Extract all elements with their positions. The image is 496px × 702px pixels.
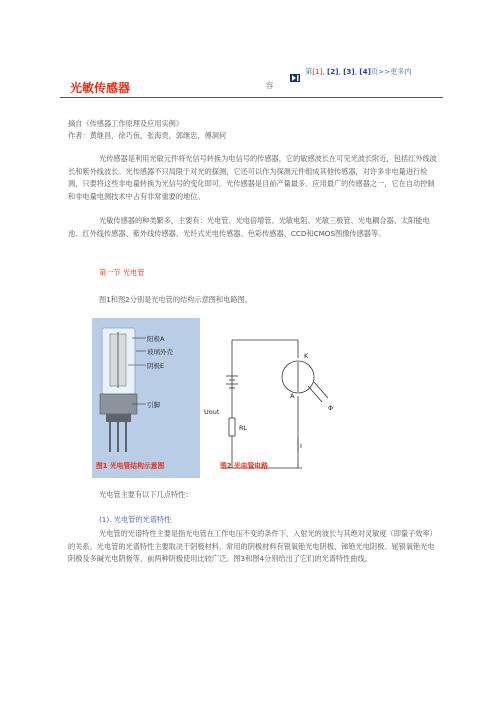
- label-anode: 阳极A: [147, 335, 165, 343]
- title-divider: [60, 97, 443, 98]
- label-cathode: 阴极E: [147, 362, 165, 370]
- label-ip: I: [300, 442, 302, 450]
- characteristics-intro: 光电管主要有以下几点特性：: [99, 490, 193, 499]
- section-heading: 第一节 光电管: [99, 268, 145, 277]
- pagination: 第[1], [2], [3], [4]页>>更多内: [305, 67, 412, 76]
- figure2-caption: 图2 光电管电路: [220, 462, 268, 470]
- intro-paragraph: 光传感器是利用光敏元件将光信号转换为电信号的传感器，它的敏感波长在可见光波长附近，包括红外线波长和紫外线波长。光传感器不只局限于对光的探测，它还可以作为探测元件组成其他传感器，对许多非电量进行检测，只要将这些非电量转换为光信号的变化即可。光传感器是目前产量最多、应用最广的传感器之一，它在自动控制和非电量电测技术中占有非常重要的地位。: [68, 154, 437, 201]
- figure1-caption: 图1 光电管结构示意图: [96, 462, 165, 470]
- label-glass-shell: 玻璃外壳: [147, 348, 173, 356]
- page-title: 光敏传感器: [70, 81, 131, 95]
- label-uout: Uout: [204, 408, 220, 416]
- source-line: 摘自《传感器工作原理及应用实例》: [68, 119, 184, 128]
- figure-intro: 图1和图2分别是光电管的结构示意图和电路图。: [99, 295, 252, 304]
- types-paragraph: 光敏传感器的种类繁多，主要有：光电管、光电倍增管、光敏电阻、光敏三极管、光电耦合器、太阳能电池、红外线传感器、紫外线传感器、光纤式光电传感器、色彩传感器、CCD和CMOS图像传感器等。: [68, 216, 430, 238]
- page-link-3[interactable]: [3]: [343, 67, 355, 76]
- authors-line: 作者：黄继昌，徐巧鱼，张海贵，郭继忠，傅洞何: [68, 131, 227, 140]
- label-phi: Φ: [328, 404, 334, 412]
- label-k: K: [304, 352, 309, 360]
- phototube-figure: [92, 318, 410, 478]
- pager-prefix: 第: [305, 67, 313, 76]
- page-link-4[interactable]: [4]: [359, 67, 371, 76]
- label-rl: RL: [239, 424, 248, 432]
- next-page-icon[interactable]: [290, 67, 300, 75]
- label-pins: 引脚: [147, 401, 160, 409]
- more-content-link[interactable]: 页>>更多内: [370, 67, 412, 76]
- figure2-panel: [200, 318, 410, 478]
- spectral-paragraph: 光电管的光谱特性主要是指光电管在工作电压不变的条件下，入射光的波长与其绝对灵敏度（即量子效率）的关系。光电管的光谱特性主要取决于阴极材料，常用的阴极材料有银氧铯光电阴极、锑铯光电阴极、铋银氧铯光电阴极及多碱光电阴极等，前两种阴极使用比较广泛。图3和图4分别给出了它们的光谱特性曲线。: [68, 529, 437, 563]
- page-link-1[interactable]: [1]: [312, 67, 323, 76]
- subsection-heading: (1). 光电管的光谱特性: [99, 515, 172, 524]
- page-link-2[interactable]: [2]: [326, 67, 339, 76]
- more-content-link-wrap[interactable]: 容: [266, 81, 274, 90]
- label-a: A: [290, 392, 295, 400]
